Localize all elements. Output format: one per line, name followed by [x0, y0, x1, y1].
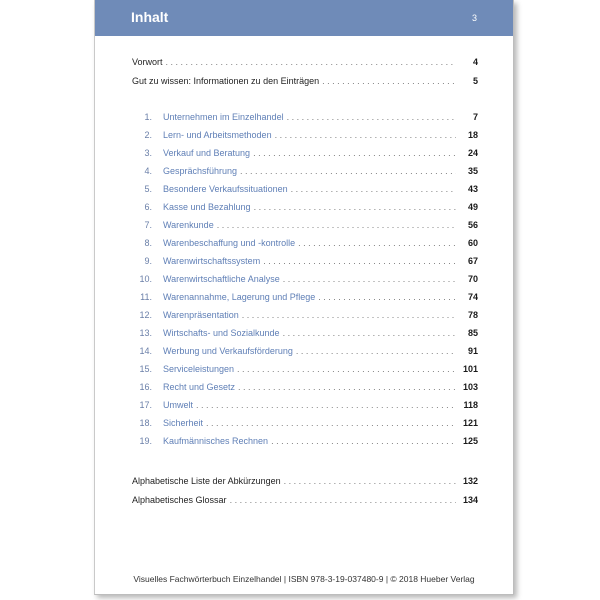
toc-chapter-10[interactable] — [132, 272, 478, 286]
chapter-number: 12. — [139, 310, 152, 320]
leader-dots — [237, 362, 456, 376]
chapter-page: 67 — [467, 256, 478, 266]
chapter-number: 7. — [144, 220, 152, 230]
toc-chapter-1[interactable] — [132, 110, 478, 124]
chapter-number: 17. — [139, 400, 152, 410]
chapter-title: Wirtschafts- und Sozialkunde — [163, 328, 280, 338]
header-page-number: 3 — [471, 13, 477, 23]
chapter-number: 2. — [144, 130, 152, 140]
leader-dots — [283, 272, 456, 286]
toc-entry-title: Vorwort — [132, 57, 163, 67]
chapter-number: 16. — [139, 382, 152, 392]
chapter-number: 13. — [139, 328, 152, 338]
chapter-title: Werbung und Verkaufsförderung — [163, 346, 293, 356]
toc-chapter-11[interactable] — [132, 290, 478, 304]
chapter-page: 118 — [463, 400, 478, 410]
chapter-number: 9. — [144, 256, 152, 266]
chapter-title: Warenannahme, Lagerung und Pflege — [163, 292, 316, 302]
toc-entry-page: 5 — [472, 76, 478, 86]
toc-entry-abkuerzungen — [132, 474, 478, 488]
leader-dots — [318, 290, 456, 304]
chapter-page: 43 — [467, 184, 478, 194]
chapter-number: 3. — [144, 148, 152, 158]
toc-chapter-19[interactable] — [132, 434, 478, 448]
leader-dots — [240, 164, 456, 178]
leader-dots — [253, 146, 456, 160]
toc-chapter-18[interactable] — [132, 416, 478, 430]
chapter-number: 18. — [139, 418, 152, 428]
toc-entry-page: 132 — [462, 476, 478, 486]
chapter-title: Kasse und Bezahlung — [163, 202, 251, 212]
chapter-title: Warenbeschaffung und -kontrolle — [163, 238, 296, 248]
leader-dots — [283, 326, 456, 340]
toc-chapter-16[interactable] — [132, 380, 478, 394]
chapter-page: 74 — [467, 292, 478, 302]
leader-dots — [296, 344, 456, 358]
toc-entry-title: Alphabetische Liste der Abkürzungen — [132, 476, 281, 486]
toc-entry-vorwort — [132, 55, 478, 69]
chapter-page: 60 — [467, 238, 478, 248]
chapter-page: 91 — [467, 346, 478, 356]
toc-entry-title: Gut zu wissen: Informationen zu den Einträgen — [132, 76, 320, 86]
chapter-page: 121 — [462, 418, 478, 428]
leader-dots — [254, 200, 456, 214]
book-page — [94, 0, 514, 595]
chapter-title: Verkauf und Beratung — [163, 148, 251, 158]
chapter-page: 49 — [467, 202, 478, 212]
toc-entry-page: 4 — [472, 57, 478, 67]
chapter-page: 78 — [467, 310, 478, 320]
toc-entry-glossar — [132, 493, 478, 507]
toc-chapter-15[interactable] — [132, 362, 478, 376]
chapter-page: 70 — [467, 274, 478, 284]
chapter-number: 11. — [140, 292, 152, 302]
chapter-page: 56 — [467, 220, 478, 230]
toc-entry-title: Alphabetisches Glossar — [132, 495, 227, 505]
toc-chapter-14[interactable] — [132, 344, 478, 358]
chapter-title: Kaufmännisches Rechnen — [163, 436, 269, 446]
toc-chapter-8[interactable] — [132, 236, 478, 250]
chapter-title: Warenkunde — [163, 220, 214, 230]
toc-chapter-17[interactable] — [132, 398, 478, 412]
leader-dots — [275, 128, 456, 142]
chapter-title: Lern- und Arbeitsmethoden — [163, 130, 272, 140]
chapter-number: 5. — [144, 184, 152, 194]
toc-entry-page: 134 — [462, 495, 478, 505]
leader-dots — [322, 74, 456, 88]
chapter-page: 103 — [462, 382, 478, 392]
page-footer: Visuelles Fachwörterbuch Einzelhandel | ISBN 978-3-19-037480-9 | © 2018 Hueber Verlag — [133, 574, 475, 584]
chapter-number: 15. — [139, 364, 152, 374]
chapter-page: 24 — [467, 148, 478, 158]
leader-dots — [271, 434, 456, 448]
chapter-title: Unternehmen im Einzelhandel — [163, 112, 284, 122]
chapter-title: Sicherheit — [163, 418, 204, 428]
chapter-number: 8. — [144, 238, 152, 248]
leader-dots — [291, 182, 456, 196]
leader-dots — [284, 474, 456, 488]
chapter-title: Besondere Verkaufssituationen — [163, 184, 288, 194]
leader-dots — [238, 380, 456, 394]
toc-chapter-13[interactable] — [132, 326, 478, 340]
chapter-number: 6. — [144, 202, 152, 212]
leader-dots — [242, 308, 456, 322]
chapter-title: Gesprächsführung — [163, 166, 238, 176]
toc-chapter-12[interactable] — [132, 308, 478, 322]
chapter-title: Umwelt — [163, 400, 194, 410]
chapter-title: Recht und Gesetz — [163, 382, 236, 392]
toc-chapter-7[interactable] — [132, 218, 478, 232]
chapter-number: 1. — [144, 112, 152, 122]
chapter-number: 14. — [139, 346, 152, 356]
leader-dots — [230, 493, 456, 507]
page-title: Inhalt — [131, 9, 169, 25]
chapter-page: 85 — [467, 328, 478, 338]
toc-chapter-5[interactable] — [132, 182, 478, 196]
chapter-number: 10. — [139, 274, 152, 284]
chapter-title: Warenwirtschaftliche Analyse — [163, 274, 280, 284]
chapter-page: 125 — [462, 436, 478, 446]
toc-entry-gut-zu-wissen — [132, 74, 478, 88]
leader-dots — [287, 110, 456, 124]
chapter-title: Serviceleistungen — [163, 364, 235, 374]
leader-dots — [263, 254, 456, 268]
leader-dots — [206, 416, 456, 430]
page-header — [95, 0, 513, 36]
chapter-page: 18 — [467, 130, 478, 140]
chapter-page: 35 — [467, 166, 478, 176]
chapter-title: Warenwirtschaftssystem — [163, 256, 261, 266]
chapter-title: Warenpräsentation — [163, 310, 239, 320]
leader-dots — [196, 398, 456, 412]
toc-chapter-2[interactable] — [132, 128, 478, 142]
leader-dots — [298, 236, 456, 250]
chapter-page: 101 — [462, 364, 478, 374]
toc-chapter-4[interactable] — [132, 164, 478, 178]
leader-dots — [166, 55, 456, 69]
toc-chapter-9[interactable] — [132, 254, 478, 268]
chapter-number: 19. — [139, 436, 152, 446]
toc-chapter-6[interactable] — [132, 200, 478, 214]
chapter-page: 7 — [472, 112, 478, 122]
chapter-number: 4. — [144, 166, 152, 176]
leader-dots — [217, 218, 456, 232]
toc-chapter-3[interactable] — [132, 146, 478, 160]
